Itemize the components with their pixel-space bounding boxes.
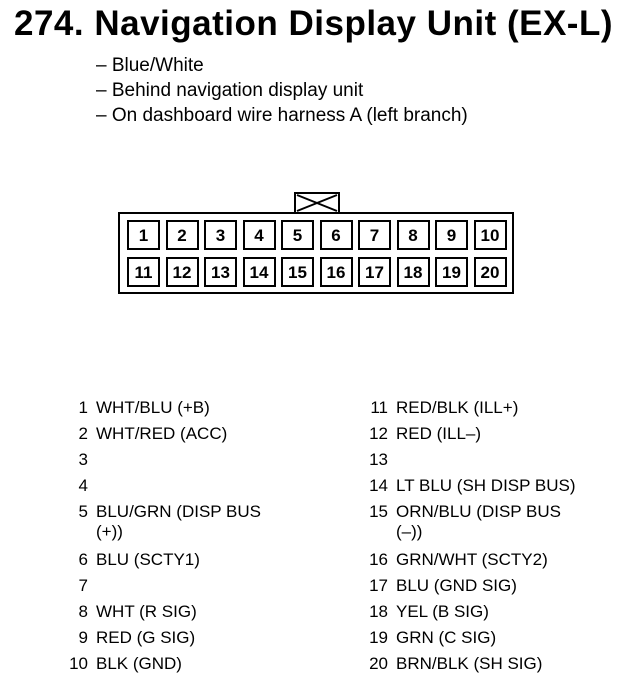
connector-pin-cell: 17 <box>358 257 391 287</box>
pin-description: GRN/WHT (SCTY2) <box>396 550 548 569</box>
pin-number: 5 <box>78 502 88 521</box>
pin-row <box>60 424 227 444</box>
connector-pin-cell: 15 <box>281 257 314 287</box>
pin-description: ORN/BLU (DISP BUS <box>396 502 562 521</box>
pin-row <box>360 576 517 596</box>
connector-pin-cell: 16 <box>320 257 353 287</box>
pin-row <box>360 602 489 622</box>
pin-number: 16 <box>369 550 388 569</box>
connector-notes <box>96 53 468 128</box>
pin-number: 18 <box>369 602 388 621</box>
pin-description-continued: (+)) <box>96 522 123 541</box>
pin-number: 20 <box>369 654 388 673</box>
pin-number: 4 <box>78 476 88 495</box>
connector-latch-icon <box>294 192 340 214</box>
pin-description: WHT/RED (ACC) <box>96 424 228 443</box>
connector-pin-cell: 6 <box>320 220 353 250</box>
pin-number: 3 <box>78 450 88 469</box>
pin-row <box>60 654 182 674</box>
pin-number: 15 <box>369 502 388 521</box>
pin-number: 8 <box>78 602 88 621</box>
pin-number: 19 <box>369 628 388 647</box>
pin-description: WHT/BLU (+B) <box>96 398 210 417</box>
pin-description: GRN (C SIG) <box>396 628 497 647</box>
note-color: – Blue/White <box>96 55 204 76</box>
pin-row <box>60 398 210 418</box>
pin-description-continued: (–)) <box>396 522 423 541</box>
pin-description: BLU/GRN (DISP BUS <box>96 502 262 521</box>
pin-row <box>360 424 481 444</box>
connector-pin-cell: 9 <box>435 220 468 250</box>
note-harness: – On dashboard wire harness A (left branch) <box>96 105 468 126</box>
pin-row <box>60 628 195 648</box>
pin-row <box>360 654 542 674</box>
pin-number: 6 <box>78 550 88 569</box>
pin-number: 14 <box>369 476 388 495</box>
pin-number: 17 <box>369 576 388 595</box>
connector-pin-cell: 3 <box>204 220 237 250</box>
connector-pin-cell: 13 <box>204 257 237 287</box>
connector-pin-cell: 5 <box>281 220 314 250</box>
pin-description: BLU (SCTY1) <box>96 550 200 569</box>
pin-number: 7 <box>78 576 88 595</box>
connector-pin-cell: 1 <box>127 220 160 250</box>
pin-row <box>60 476 96 496</box>
pin-row <box>360 476 576 496</box>
pin-number: 9 <box>78 628 88 647</box>
connector-pin-cell: 7 <box>358 220 391 250</box>
pin-description: RED (ILL–) <box>396 424 482 443</box>
connector-pin-cell: 12 <box>166 257 199 287</box>
pin-description: WHT (R SIG) <box>96 602 197 621</box>
pin-row <box>360 628 496 648</box>
pin-number: 12 <box>369 424 388 443</box>
pin-row <box>60 502 261 542</box>
connector-pin-cell: 8 <box>397 220 430 250</box>
pin-number: 2 <box>78 424 88 443</box>
pin-row <box>360 450 396 470</box>
pin-number: 10 <box>69 654 88 673</box>
connector-pin-cell: 10 <box>474 220 507 250</box>
pin-number: 13 <box>369 450 388 469</box>
pin-row <box>60 602 197 622</box>
pin-row <box>360 398 518 418</box>
connector-pin-cell: 19 <box>435 257 468 287</box>
pin-description: YEL (B SIG) <box>396 602 489 621</box>
pin-description: BLK (GND) <box>96 654 182 673</box>
connector-pin-cell: 2 <box>166 220 199 250</box>
page-title: 274. Navigation Display Unit (EX-L) <box>14 4 613 43</box>
pin-row <box>60 576 96 596</box>
connector-pin-cell: 14 <box>243 257 276 287</box>
pin-description: BRN/BLK (SH SIG) <box>396 654 543 673</box>
pin-number: 1 <box>78 398 88 417</box>
pin-row <box>60 450 96 470</box>
connector-pin-cell: 11 <box>127 257 160 287</box>
pin-description: RED/BLK (ILL+) <box>396 398 519 417</box>
pin-row <box>360 502 561 542</box>
pin-description: BLU (GND SIG) <box>396 576 517 595</box>
pin-number: 11 <box>370 398 388 417</box>
connector-pin-cell: 18 <box>397 257 430 287</box>
pin-row <box>360 550 548 570</box>
pin-description: LT BLU (SH DISP BUS) <box>396 476 576 495</box>
note-location: – Behind navigation display unit <box>96 80 364 101</box>
connector-pin-cell: 4 <box>243 220 276 250</box>
pin-row <box>60 550 200 570</box>
connector-pin-cell: 20 <box>474 257 507 287</box>
pin-description: RED (G SIG) <box>96 628 196 647</box>
